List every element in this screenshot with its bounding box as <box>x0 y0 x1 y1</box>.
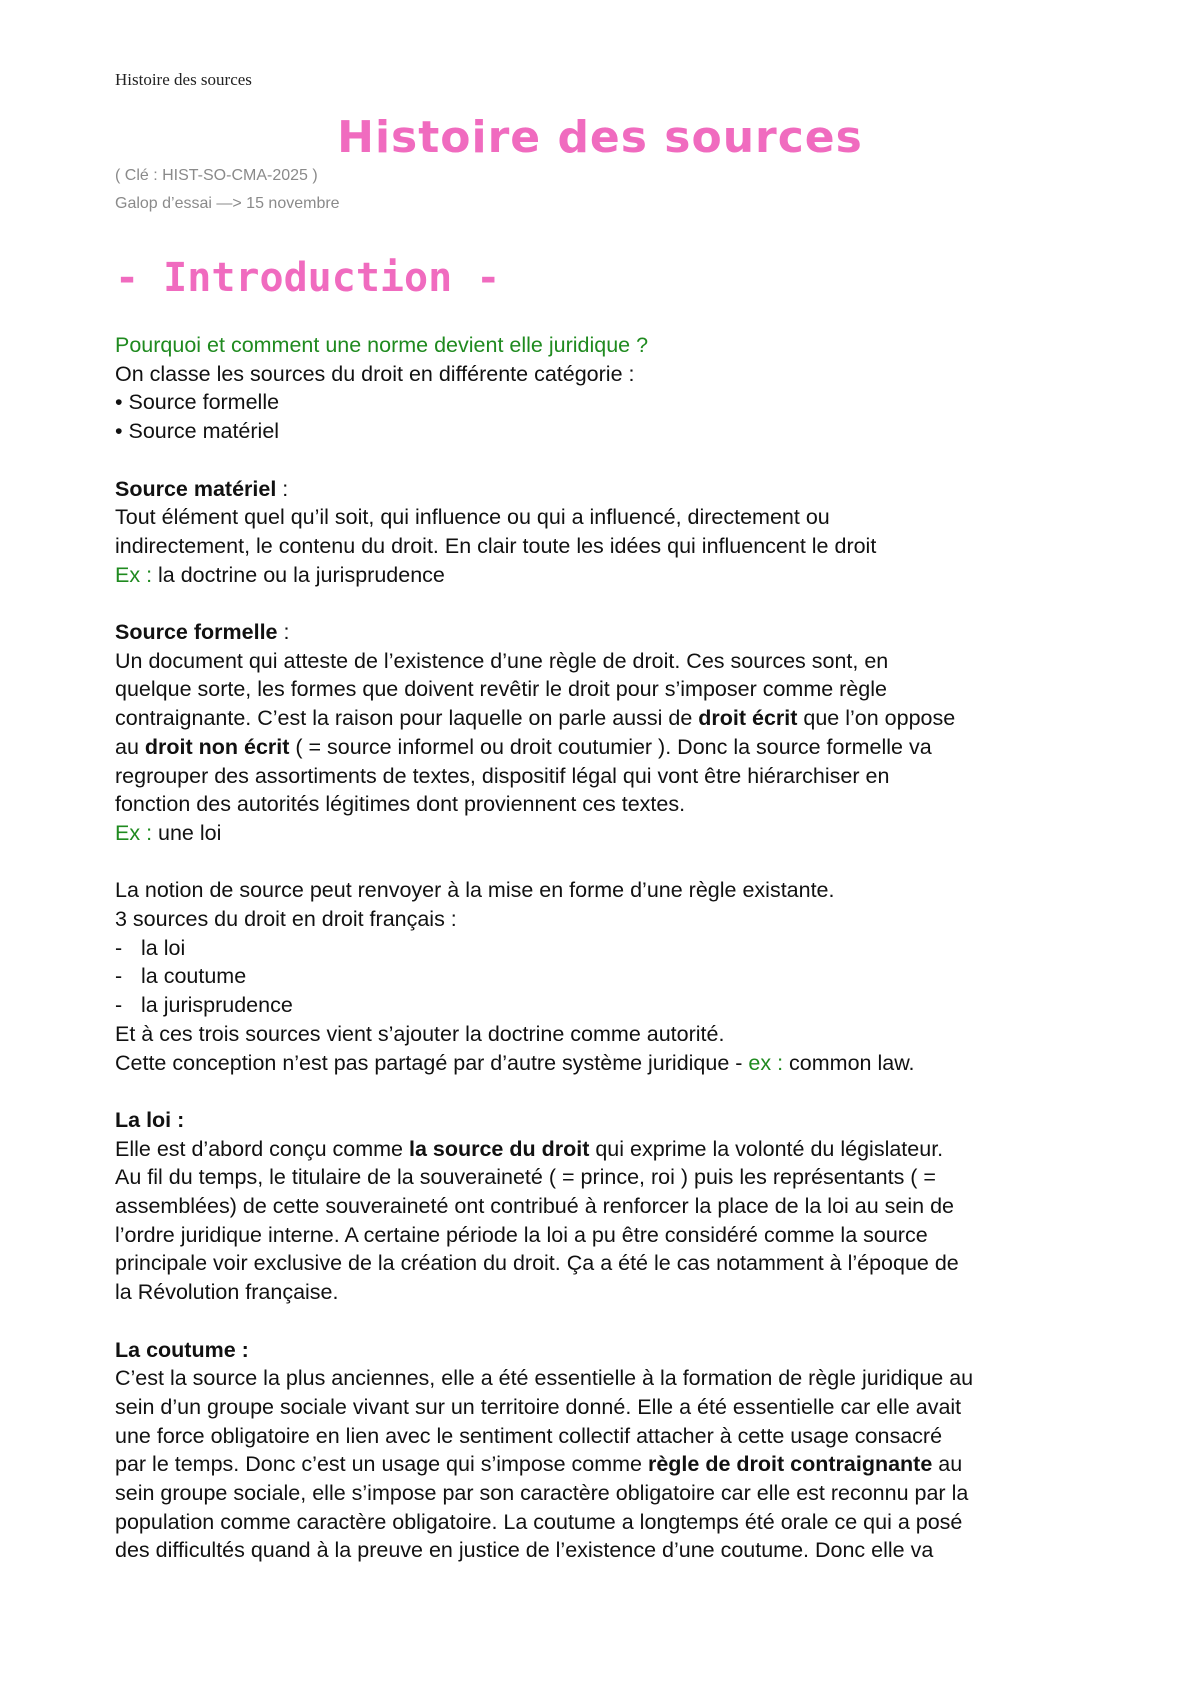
text-span: par le temps. Donc c’est un usage qui s’impose comme <box>115 1452 648 1477</box>
dash-marker: - <box>115 935 123 960</box>
loi-heading: La loi : <box>115 1107 185 1132</box>
paragraph-line: Tout élément quel qu’il soit, qui influence ou qui a influencé, directement ou <box>115 505 830 530</box>
materiel-heading <box>115 475 1115 504</box>
paragraph-line: la Révolution française. <box>115 1280 339 1305</box>
document-title: Histoire des sources <box>337 112 863 163</box>
text-span: ( = source informel ou droit coutumier ). Donc la source formelle va <box>289 734 932 759</box>
exam-date: Galop d’essai —> 15 novembre <box>115 195 340 212</box>
dash-marker: - <box>115 964 123 989</box>
paragraph-line <box>115 704 1115 733</box>
example-label: ex : <box>748 1050 784 1075</box>
paragraph-line <box>115 733 1115 762</box>
paragraph-line <box>115 1135 1115 1164</box>
paragraph-line: indirectement, le contenu du droit. En clair toute les idées qui influencent le droit <box>115 533 877 558</box>
paragraph-line: l’ordre juridique interne. A certaine période la loi a pu être considéré comme la source <box>115 1222 928 1247</box>
dash-list-item <box>115 934 1115 963</box>
coutume-heading: La coutume : <box>115 1337 249 1362</box>
dash-list-item <box>115 962 1115 991</box>
section-title: - Introduction - <box>115 255 501 301</box>
paragraph-line <box>115 1049 1115 1078</box>
paragraph-line: des difficultés quand à la preuve en justice de l’existence d’une coutume. Donc elle va <box>115 1538 934 1563</box>
bullet-item: • Source formelle <box>115 390 280 415</box>
dash-marker: - <box>115 993 123 1018</box>
paragraph-line: quelque sorte, les formes que doivent revêtir le droit pour s’imposer comme règle <box>115 677 887 702</box>
example-text: une loi <box>152 820 222 845</box>
paragraph-line: fonction des autorités légitimes dont proviennent ces textes. <box>115 792 686 817</box>
list-item-text: la loi <box>141 935 186 960</box>
text-span: Cette conception n’est pas partagé par d’autre système juridique - <box>115 1050 749 1075</box>
paragraph-line: principale voir exclusive de la création du droit. Ça a été le cas notamment à l’époque de <box>115 1251 959 1276</box>
bold-term: droit non écrit <box>144 734 290 759</box>
paragraph-line: La notion de source peut renvoyer à la mise en forme d’une règle existante. <box>115 878 835 903</box>
text-span: qui exprime la volonté du législateur. <box>589 1136 944 1161</box>
paragraph-line: une force obligatoire en lien avec le sentiment collectif attacher à cette usage consacré <box>115 1423 943 1448</box>
text-span: contraignante. C’est la raison pour laquelle on parle aussi de <box>115 706 699 731</box>
materiel-heading-label: Source matériel <box>115 476 277 501</box>
paragraph-line: assemblées) de cette souveraineté ont contribué à renforcer la place de la loi au sein de <box>115 1194 955 1219</box>
text-span: Elle est d’abord conçu comme <box>115 1136 409 1161</box>
paragraph-line: Un document qui atteste de l’existence d’une règle de droit. Ces sources sont, en <box>115 648 889 673</box>
list-item-text: la jurisprudence <box>141 993 293 1018</box>
bold-term: la source du droit <box>408 1136 590 1161</box>
example-line <box>115 819 1115 848</box>
example-label: Ex : <box>115 562 153 587</box>
example-label: Ex : <box>115 820 153 845</box>
course-key: ( Clé : HIST-SO-CMA-2025 ) <box>115 167 318 184</box>
paragraph-line: C’est la source la plus anciennes, elle a été essentielle à la formation de règle juridique au <box>115 1366 974 1391</box>
list-item-text: la coutume <box>141 964 247 989</box>
example-text: la doctrine ou la jurisprudence <box>152 562 445 587</box>
paragraph-line: Au fil du temps, le titulaire de la souveraineté ( = prince, roi ) puis les représentants ( = <box>115 1165 936 1190</box>
bold-term: droit écrit <box>698 706 798 731</box>
text-span: que l’on oppose <box>797 706 956 731</box>
example-line <box>115 561 1115 590</box>
bold-term: règle de droit contraignante <box>647 1452 933 1477</box>
paragraph-line <box>115 1450 1115 1479</box>
text-span: au <box>115 734 145 759</box>
intro-question: Pourquoi et comment une norme devient elle juridique ? <box>115 333 649 357</box>
intro-classification: On classe les sources du droit en différente catégorie : <box>115 361 635 386</box>
document-body <box>115 331 1115 1565</box>
text-span: common law. <box>783 1050 915 1075</box>
running-header: Histoire des sources <box>115 70 252 89</box>
bullet-item: • Source matériel <box>115 419 280 444</box>
paragraph-line: 3 sources du droit en droit français : <box>115 907 457 932</box>
formelle-heading <box>115 618 1115 647</box>
paragraph-line: regrouper des assortiments de textes, dispositif légal qui vont être hiérarchiser en <box>115 763 890 788</box>
paragraph-line: Et à ces trois sources vient s’ajouter la doctrine comme autorité. <box>115 1021 725 1046</box>
formelle-heading-label: Source formelle <box>115 620 278 644</box>
materiel-heading-colon: : <box>276 476 289 501</box>
paragraph-line: sein groupe sociale, elle s’impose par son caractère obligatoire car elle est reconnu par la <box>115 1481 969 1506</box>
dash-list-item <box>115 991 1115 1020</box>
paragraph-line: population comme caractère obligatoire. La coutume a longtemps été orale ce qui a posé <box>115 1509 963 1534</box>
paragraph-line: sein d’un groupe sociale vivant sur un territoire donné. Elle a été essentielle car elle avait <box>115 1394 962 1419</box>
text-span: au <box>932 1452 963 1477</box>
formelle-heading-colon: : <box>277 620 290 644</box>
